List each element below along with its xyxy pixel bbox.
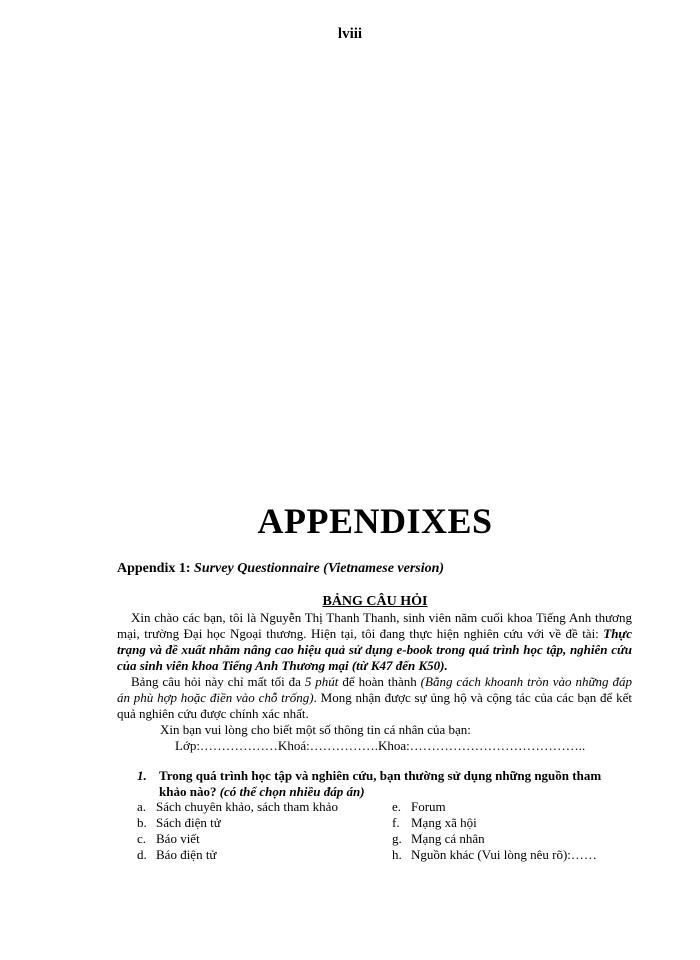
instructions-text-b: để hoàn thành <box>338 674 421 689</box>
option-a[interactable] <box>137 799 338 815</box>
intro-paragraph <box>117 610 632 674</box>
option-text: Sách điện tử <box>156 815 221 830</box>
personal-info-request: Xin bạn vui lòng cho biết một số thông tin cá nhân của bạn: <box>160 722 471 737</box>
option-letter: a. <box>137 799 147 814</box>
option-letter: e. <box>392 799 402 814</box>
option-text: Mạng xã hội <box>411 815 477 830</box>
option-text: Sách chuyên khảo, sách tham khảo <box>156 799 338 814</box>
option-text: Mạng cá nhân <box>411 831 485 846</box>
instructions-text-c: . Mong nhận được sự ủng hộ và cộng tác của các bạn để kết quả nghiên cứu được chính xác nhất. <box>117 690 632 721</box>
page-number: lviii <box>337 26 363 42</box>
option-e[interactable] <box>392 799 446 815</box>
instructions-paragraph <box>117 674 632 722</box>
option-text: Forum <box>411 799 446 814</box>
instructions-text-a: Bảng câu hỏi này chỉ mất tối đa <box>131 674 305 689</box>
instructions-method: (Bằng cách khoanh tròn vào những đáp án phù hợp hoặc điền vào chỗ trống) <box>117 674 632 705</box>
option-letter: f. <box>392 815 400 830</box>
question-text: Trong quá trình học tập và nghiên cứu, bạn thường sử dụng những nguồn tham khảo nào? <box>159 768 602 799</box>
question-1 <box>137 768 617 800</box>
option-text: Nguồn khác (Vui lòng nêu rõ):…… <box>411 847 597 862</box>
option-letter: h. <box>392 847 402 862</box>
main-title: APPENDIXES <box>257 501 493 541</box>
question-note: (có thể chọn nhiều đáp án) <box>219 784 365 799</box>
option-h[interactable] <box>392 847 597 863</box>
option-d[interactable] <box>137 847 216 863</box>
question-number: 1. <box>137 768 147 783</box>
personal-info-fields[interactable]: Lớp:………………Khoá:…………….Khoa:………………………………….. <box>175 738 586 753</box>
questionnaire-title: BẢNG CÂU HỎI <box>322 594 428 609</box>
appendix-subtitle: Survey Questionnaire (Vietnamese version) <box>194 561 445 576</box>
option-b[interactable] <box>137 815 221 831</box>
instructions-time: 5 phút <box>304 674 339 689</box>
option-c[interactable] <box>137 831 200 847</box>
option-g[interactable] <box>392 831 485 847</box>
option-letter: c. <box>137 831 147 846</box>
option-letter: d. <box>137 847 147 862</box>
research-topic: Thực trạng và đề xuất nhằm nâng cao hiệu quả sử dụng e-book trong quá trình học tập, nghiên cứu của sinh viên khoa Tiếng Anh Thương mại (từ K47 đến K50). <box>117 626 632 673</box>
option-text: Báo viết <box>156 831 200 846</box>
option-letter: b. <box>137 815 147 830</box>
option-text: Báo điện tử <box>156 847 217 862</box>
option-f[interactable] <box>392 815 477 831</box>
intro-text: Xin chào các bạn, tôi là Nguyễn Thị Thanh Thanh, sinh viên năm cuối khoa Tiếng Anh thương mại, trường Đại học Ngoại thương. Hiện tại, tôi đang thực hiện nghiên cứu với về đề tài: <box>117 610 632 641</box>
appendix-label: Appendix 1: <box>117 561 191 576</box>
option-letter: g. <box>392 831 402 846</box>
appendix-heading <box>117 561 444 577</box>
